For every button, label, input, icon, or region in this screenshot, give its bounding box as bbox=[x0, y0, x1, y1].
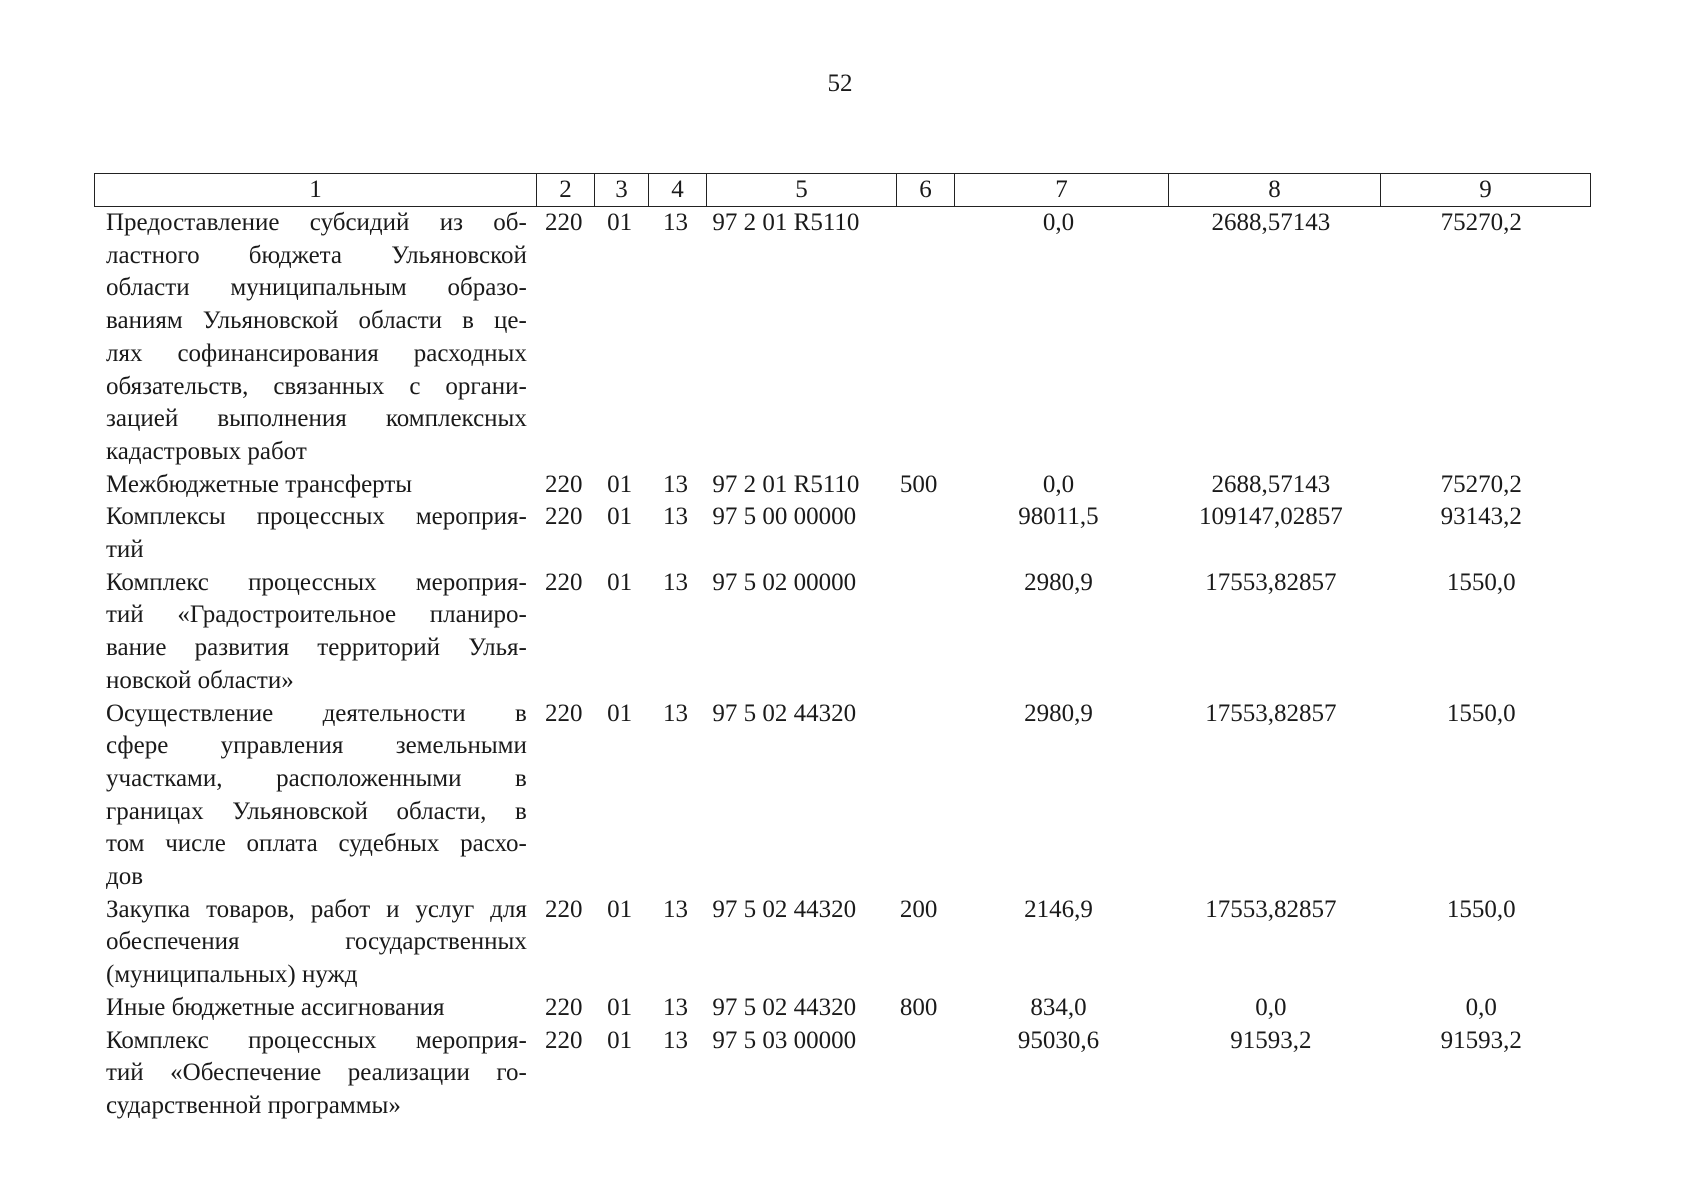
cell-c4: 13 bbox=[662, 209, 688, 236]
cell-c8: 109147,02857 bbox=[1199, 503, 1343, 531]
cell-c4: 13 bbox=[662, 699, 688, 727]
cell-c7: 2980,9 bbox=[1024, 699, 1093, 727]
row-name-line: обеспечения государственных bbox=[106, 928, 527, 956]
cell-c4: 13 bbox=[662, 895, 688, 923]
cell-c3: 01 bbox=[607, 503, 633, 531]
cell-c2: 220 bbox=[545, 209, 583, 236]
row-name-line: Комплекс процессных мероприя- bbox=[106, 568, 527, 596]
row-name-line: том числе оплата судебных расхо- bbox=[106, 830, 527, 858]
cell-c3: 01 bbox=[607, 1026, 633, 1054]
cell-c8: 17553,82857 bbox=[1205, 568, 1337, 596]
cell-c9: 91593,2 bbox=[1440, 1026, 1522, 1054]
row-name-line: кадастровых работ bbox=[106, 437, 307, 465]
cell-c9: 1550,0 bbox=[1446, 699, 1516, 727]
table-row bbox=[94, 992, 1586, 1025]
cell-c3: 01 bbox=[607, 993, 633, 1021]
cell-c2: 220 bbox=[545, 993, 583, 1021]
cell-c4: 13 bbox=[662, 1026, 688, 1054]
row-name bbox=[94, 894, 535, 992]
cell-c2: 220 bbox=[545, 568, 583, 596]
table-body bbox=[94, 207, 1586, 1123]
cell-c4: 13 bbox=[662, 568, 688, 596]
cell-c5: 97 5 02 44320 bbox=[712, 895, 857, 923]
cell-c9: 75270,2 bbox=[1440, 470, 1522, 498]
cell-c6 bbox=[894, 501, 952, 566]
cell-c9: 1550,0 bbox=[1446, 568, 1516, 596]
row-name-line: участками, расположенными в bbox=[106, 764, 527, 792]
header-col-1: 1 bbox=[95, 174, 537, 207]
row-name-line: области муниципальным образо- bbox=[106, 274, 527, 302]
cell-c7: 0,0 bbox=[1042, 209, 1075, 236]
cell-c5: 97 2 01 R5110 bbox=[712, 470, 860, 498]
header-col-6: 6 bbox=[897, 174, 955, 207]
row-name-line: ластного бюджета Ульяновской bbox=[106, 241, 527, 269]
row-name-line: Закупка товаров, работ и услуг для bbox=[106, 895, 527, 923]
cell-c4: 13 bbox=[662, 503, 688, 531]
row-name-line: тий bbox=[106, 536, 144, 564]
cell-c9: 0,0 bbox=[1465, 993, 1497, 1021]
cell-c6: 800 bbox=[899, 993, 938, 1021]
cell-c9: 75270,2 bbox=[1440, 209, 1522, 236]
row-name-line: Комплексы процессных мероприя- bbox=[106, 503, 527, 531]
header-col-2: 2 bbox=[537, 174, 595, 207]
cell-c8: 17553,82857 bbox=[1205, 699, 1337, 727]
row-name bbox=[94, 1025, 535, 1123]
cell-c8: 2688,57143 bbox=[1211, 470, 1331, 498]
row-name-line: границах Ульяновской области, в bbox=[106, 797, 527, 825]
row-name-line: Осуществление деятельности в bbox=[106, 699, 527, 727]
cell-c7: 2980,9 bbox=[1024, 568, 1093, 596]
cell-c8: 2688,57143 bbox=[1211, 209, 1331, 236]
header-col-5: 5 bbox=[707, 174, 897, 207]
cell-c3: 01 bbox=[607, 895, 633, 923]
row-name-line: обязательств, связанных с органи- bbox=[106, 372, 527, 400]
cell-c2: 220 bbox=[545, 895, 583, 923]
cell-c8: 0,0 bbox=[1255, 993, 1287, 1021]
table-row bbox=[94, 894, 1586, 992]
row-name-line: новской области» bbox=[106, 666, 294, 694]
cell-c7: 2146,9 bbox=[1024, 895, 1093, 923]
cell-c7: 0,0 bbox=[1042, 470, 1075, 498]
cell-c6: 500 bbox=[899, 470, 938, 498]
cell-c5: 97 5 00 00000 bbox=[712, 503, 857, 531]
table-row bbox=[94, 567, 1586, 698]
cell-c8: 17553,82857 bbox=[1205, 895, 1337, 923]
cell-c8: 91593,2 bbox=[1230, 1026, 1312, 1054]
row-name bbox=[94, 501, 535, 566]
cell-c6 bbox=[894, 207, 952, 469]
cell-c2: 220 bbox=[545, 470, 583, 498]
row-name-line: сфере управления земельными bbox=[106, 732, 527, 760]
header-col-8: 8 bbox=[1169, 174, 1381, 207]
cell-c3: 01 bbox=[607, 568, 633, 596]
header-col-7: 7 bbox=[955, 174, 1169, 207]
table-row bbox=[94, 469, 1586, 502]
row-name-line: тий «Обеспечение реализации го- bbox=[106, 1059, 527, 1087]
cell-c6 bbox=[894, 567, 952, 698]
table-row bbox=[94, 207, 1586, 469]
cell-c3: 01 bbox=[607, 209, 633, 236]
page-number: 52 bbox=[827, 70, 853, 97]
table-row bbox=[94, 501, 1586, 566]
cell-c3: 01 bbox=[607, 699, 633, 727]
row-name-line: лях софинансирования расходных bbox=[106, 339, 527, 367]
cell-c5: 97 5 02 44320 bbox=[712, 993, 857, 1021]
cell-c2: 220 bbox=[545, 503, 583, 531]
cell-c2: 220 bbox=[545, 1026, 583, 1054]
cell-c7: 95030,6 bbox=[1017, 1026, 1100, 1054]
row-name-line: зацией выполнения комплексных bbox=[106, 405, 527, 433]
header-col-9: 9 bbox=[1381, 174, 1591, 207]
row-name-line: (муниципальных) нужд bbox=[106, 961, 358, 989]
row-name-line: Комплекс процессных мероприя- bbox=[106, 1026, 527, 1054]
header-col-4: 4 bbox=[649, 174, 707, 207]
row-name-line: дов bbox=[106, 863, 144, 891]
cell-c7: 98011,5 bbox=[1018, 503, 1099, 531]
cell-c7: 834,0 bbox=[1030, 993, 1087, 1021]
row-name bbox=[94, 992, 535, 1025]
row-name bbox=[94, 698, 535, 894]
row-name bbox=[94, 567, 535, 698]
cell-c3: 01 bbox=[607, 470, 633, 498]
cell-c5: 97 5 02 00000 bbox=[712, 568, 857, 596]
row-name-line: Предоставление субсидий из об- bbox=[106, 209, 527, 236]
header-col-3: 3 bbox=[595, 174, 649, 207]
row-name-line: ваниям Ульяновской области в це- bbox=[106, 307, 527, 335]
row-name-line: Межбюджетные трансферты bbox=[106, 470, 413, 498]
cell-c2: 220 bbox=[545, 699, 583, 727]
row-name bbox=[94, 207, 535, 469]
row-name-line: тий «Градостроительное планиро- bbox=[106, 601, 527, 629]
cell-c4: 13 bbox=[662, 470, 688, 498]
cell-c6 bbox=[894, 1025, 952, 1123]
cell-c9: 1550,0 bbox=[1446, 895, 1516, 923]
row-name-line: сударственной программы» bbox=[106, 1091, 401, 1119]
cell-c5: 97 5 02 44320 bbox=[712, 699, 857, 727]
cell-c6: 200 bbox=[899, 895, 938, 923]
cell-c5: 97 2 01 R5110 bbox=[712, 209, 860, 236]
cell-c5: 97 5 03 00000 bbox=[712, 1026, 857, 1054]
table-row bbox=[94, 698, 1586, 894]
row-name-line: Иные бюджетные ассигнования bbox=[106, 993, 445, 1021]
cell-c4: 13 bbox=[662, 993, 688, 1021]
cell-c9: 93143,2 bbox=[1440, 503, 1522, 531]
row-name-line: вание развития территорий Улья- bbox=[106, 634, 527, 662]
row-name bbox=[94, 469, 535, 502]
table-header bbox=[94, 173, 1591, 207]
table-row bbox=[94, 1025, 1586, 1123]
cell-c6 bbox=[894, 698, 952, 894]
